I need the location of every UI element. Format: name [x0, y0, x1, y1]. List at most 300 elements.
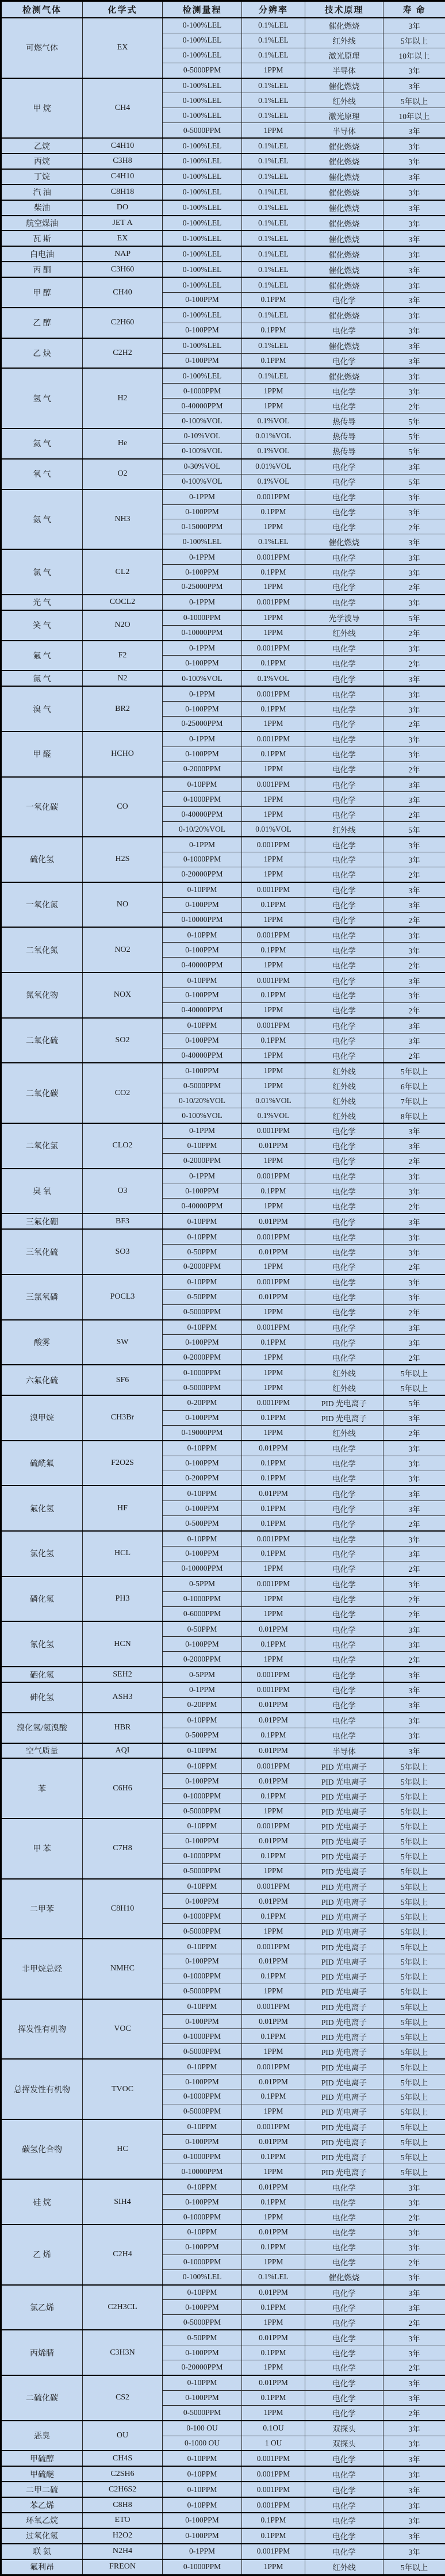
range-cell: 0-100PPM [163, 2134, 242, 2149]
table-row [1, 1365, 445, 1380]
principle-cell: 催化燃烧 [305, 138, 383, 154]
range-cell: 0-100PPM [163, 2014, 242, 2029]
gas-name-cell: 氢 气 [1, 368, 83, 428]
table-row [1, 2544, 445, 2559]
resolution-cell: 0.1PPM [242, 1184, 305, 1199]
table-row [1, 308, 445, 323]
gas-name-cell: 乙 醇 [1, 308, 83, 338]
lifetime-cell: 3年 [383, 123, 445, 138]
resolution-cell: 1PPM [242, 1380, 305, 1395]
range-cell: 0-100PPM [163, 656, 242, 671]
gas-name-cell: 柴油 [1, 200, 83, 216]
range-cell: 0-100PPM [163, 897, 242, 912]
gas-name-cell: 乙烷 [1, 138, 83, 154]
gas-name-cell: 甲硫醇 [1, 2451, 83, 2466]
formula-cell: SF6 [83, 1365, 163, 1395]
resolution-cell: 0.1PPM [242, 1516, 305, 1531]
formula-cell: TVOC [83, 2059, 163, 2119]
range-cell: 0-100PPM [163, 1774, 242, 1789]
gas-name-cell: 笑 气 [1, 610, 83, 641]
principle-cell: PID 光电离子 [305, 2164, 383, 2179]
resolution-cell: 0.1%LEL [242, 138, 305, 154]
table-row [1, 2559, 445, 2575]
resolution-cell: 0.01PPM [242, 1834, 305, 1848]
range-cell: 0-5000PPM [163, 1984, 242, 1999]
formula-cell: OU [83, 2421, 163, 2451]
lifetime-cell: 3年 [383, 2179, 445, 2194]
principle-cell: 催化燃烧 [305, 308, 383, 323]
formula-cell: H2S [83, 837, 163, 882]
lifetime-cell: 2年 [383, 2360, 445, 2375]
gas-name-cell: 氨 气 [1, 489, 83, 550]
lifetime-cell: 3年 [383, 2269, 445, 2284]
range-cell: 0-100PPM [163, 2345, 242, 2360]
principle-cell: 电化学 [305, 474, 383, 489]
resolution-cell: 0.001PPM [242, 1274, 305, 1289]
resolution-cell: 0.1PPM [242, 1546, 305, 1561]
resolution-cell: 1PPM [242, 1606, 305, 1621]
range-cell: 0-100%LEL [163, 18, 242, 33]
gas-name-cell: 氧 气 [1, 459, 83, 489]
gas-name-cell: 二氧化氯 [1, 1123, 83, 1169]
range-cell: 0-20PPM [163, 1697, 242, 1712]
principle-cell: 半导体 [305, 1743, 383, 1759]
resolution-cell: 0.01PPM [242, 2014, 305, 2029]
resolution-cell: 0.001PPM [242, 1320, 305, 1335]
resolution-cell: 0.1%LEL [242, 216, 305, 231]
range-cell: 0-5000PPM [163, 1804, 242, 1819]
lifetime-cell: 5年以上 [383, 2074, 445, 2089]
range-cell: 0-100PPM [163, 1456, 242, 1471]
principle-cell: 电化学 [305, 2375, 383, 2390]
formula-cell: C3H8 [83, 154, 163, 169]
range-cell: 0-2000PPM [163, 1153, 242, 1168]
table-row [1, 1169, 445, 1184]
lifetime-cell: 3年 [383, 2466, 445, 2482]
formula-cell: HC [83, 2119, 163, 2180]
gas-name-cell: 甲 醇 [1, 277, 83, 308]
table-row [1, 1229, 445, 1244]
range-cell: 0-5000PPM [163, 2405, 242, 2420]
lifetime-cell: 3年 [383, 18, 445, 33]
table-row [1, 641, 445, 656]
principle-cell: PID 光电离子 [305, 1758, 383, 1773]
range-cell: 0-1000PPM [163, 1365, 242, 1380]
range-cell: 0-10PPM [163, 2497, 242, 2513]
principle-cell: 电化学 [305, 2345, 383, 2360]
col-header-resolution: 分辨率 [242, 1, 305, 18]
principle-cell: 电化学 [305, 973, 383, 987]
resolution-cell: 0.1PPM [242, 1848, 305, 1863]
resolution-cell: 0.01PPM [242, 2074, 305, 2089]
lifetime-cell: 3年 [383, 2482, 445, 2497]
table-row [1, 1018, 445, 1033]
principle-cell: 电化学 [305, 1667, 383, 1682]
gas-name-cell: 臭 氧 [1, 1169, 83, 1214]
range-cell: 0-100PPM [163, 1637, 242, 1652]
range-cell: 0-50PPM [163, 1245, 242, 1260]
principle-cell: 电化学 [305, 2330, 383, 2345]
resolution-cell: 1PPM [242, 2360, 305, 2375]
range-cell: 0-100%LEL [163, 78, 242, 93]
lifetime-cell: 10年以上 [383, 108, 445, 123]
range-cell: 0-10PPM [163, 1274, 242, 1289]
table-row [1, 1274, 445, 1289]
resolution-cell: 0.1PPM [242, 293, 305, 308]
range-cell: 0-10PPM [163, 1999, 242, 2014]
table-row [1, 154, 445, 169]
formula-cell: C2H4 [83, 2225, 163, 2285]
resolution-cell: 0.01PPM [242, 1894, 305, 1909]
range-cell: 0-10PPM [163, 1939, 242, 1954]
range-cell: 0-100%LEL [163, 231, 242, 246]
lifetime-cell: 2年 [383, 912, 445, 927]
principle-cell: 电化学 [305, 1652, 383, 1667]
range-cell: 0-100PPM [163, 1894, 242, 1909]
range-cell: 0-1000PPM [163, 1789, 242, 1804]
table-row [1, 2059, 445, 2074]
lifetime-cell: 3年 [383, 504, 445, 519]
formula-cell: BF3 [83, 1214, 163, 1229]
resolution-cell: 0.1PPM [242, 2029, 305, 2044]
formula-cell: DO [83, 200, 163, 216]
lifetime-cell: 5年以上 [383, 2014, 445, 2029]
lifetime-cell: 3年 [383, 262, 445, 277]
resolution-cell: 1PPM [242, 2210, 305, 2225]
principle-cell: 电化学 [305, 1606, 383, 1621]
principle-cell: 电化学 [305, 565, 383, 580]
principle-cell: PID 光电离子 [305, 2149, 383, 2164]
lifetime-cell: 2年 [383, 2255, 445, 2269]
formula-cell: NAP [83, 246, 163, 262]
lifetime-cell: 3年 [383, 1320, 445, 1335]
principle-cell: 电化学 [305, 716, 383, 731]
principle-cell: PID 光电离子 [305, 1395, 383, 1410]
lifetime-cell: 3年 [383, 1486, 445, 1501]
resolution-cell: 0.1OU [242, 2421, 305, 2436]
principle-cell: 电化学 [305, 702, 383, 717]
principle-cell: PID 光电离子 [305, 1924, 383, 1939]
resolution-cell: 0.001PPM [242, 1229, 305, 1244]
range-cell: 0-10PPM [163, 1214, 242, 1229]
range-cell: 0-200PPM [163, 1471, 242, 1486]
resolution-cell: 0.1PPM [242, 1637, 305, 1652]
table-row [1, 2421, 445, 2436]
principle-cell: 电化学 [305, 837, 383, 852]
lifetime-cell: 3年 [383, 837, 445, 852]
range-cell: 0-1000 OU [163, 2436, 242, 2451]
gas-name-cell: 氮 气 [1, 671, 83, 686]
resolution-cell: 0.001PPM [242, 1939, 305, 1954]
principle-cell: 催化燃烧 [305, 246, 383, 262]
gas-name-cell: 碳氢化合物 [1, 2119, 83, 2180]
lifetime-cell: 3年 [383, 2225, 445, 2240]
principle-cell: 电化学 [305, 2240, 383, 2255]
formula-cell: CH40 [83, 277, 163, 308]
table-row [1, 1214, 445, 1229]
resolution-cell: 0.01%VOL [242, 459, 305, 474]
lifetime-cell: 5年以上 [383, 1380, 445, 1395]
range-cell: 0-40000PPM [163, 399, 242, 414]
principle-cell: 催化燃烧 [305, 216, 383, 231]
range-cell: 0-1PPM [163, 489, 242, 504]
resolution-cell: 0.1PPM [242, 1969, 305, 1984]
range-cell: 0-100PPM [163, 1546, 242, 1561]
gas-name-cell: 过氧化氢 [1, 2528, 83, 2544]
header-row [1, 1, 445, 18]
range-cell: 0-1PPM [163, 1169, 242, 1184]
lifetime-cell: 3年 [383, 2421, 445, 2436]
lifetime-cell: 3年 [383, 973, 445, 987]
principle-cell: 电化学 [305, 1486, 383, 1501]
resolution-cell: 0.1%VOL [242, 1108, 305, 1123]
range-cell: 0-2000PPM [163, 1652, 242, 1667]
resolution-cell: 0.1PPM [242, 943, 305, 958]
lifetime-cell: 3年 [383, 368, 445, 383]
range-cell: 0-10/20%VOL [163, 1093, 242, 1108]
resolution-cell: 0.01PPM [242, 2330, 305, 2345]
resolution-cell: 0.1%LEL [242, 154, 305, 169]
principle-cell: 电化学 [305, 1229, 383, 1244]
range-cell: 0-25000PPM [163, 716, 242, 731]
range-cell: 0-100%VOL [163, 671, 242, 686]
principle-cell: 电化学 [305, 897, 383, 912]
lifetime-cell: 3年 [383, 1138, 445, 1153]
lifetime-cell: 3年 [383, 2451, 445, 2466]
principle-cell: 红外线 [305, 1093, 383, 1108]
range-cell: 0-10PPM [163, 973, 242, 987]
range-cell: 0-100PPM [163, 293, 242, 308]
lifetime-cell: 5年以上 [383, 2559, 445, 2575]
resolution-cell: 1PPM [242, 63, 305, 78]
range-cell: 0-100PPM [163, 2195, 242, 2210]
lifetime-cell: 3年 [383, 1123, 445, 1138]
range-cell: 0-100PPM [163, 2528, 242, 2544]
gas-name-cell: 丙 酮 [1, 262, 83, 277]
range-cell: 0-500PPM [163, 1728, 242, 1743]
col-header-formula: 化学式 [83, 1, 163, 18]
principle-cell: 电化学 [305, 399, 383, 414]
lifetime-cell: 3年 [383, 459, 445, 474]
range-cell: 0-100%LEL [163, 338, 242, 353]
lifetime-cell: 5年以上 [383, 2164, 445, 2179]
resolution-cell: 0.01PPM [242, 2179, 305, 2194]
range-cell: 0-100%LEL [163, 108, 242, 123]
principle-cell: 电化学 [305, 1214, 383, 1229]
formula-cell: CH3Br [83, 1395, 163, 1441]
resolution-cell: 1PPM [242, 2164, 305, 2179]
formula-cell: FREON [83, 2559, 163, 2575]
range-cell: 0-1PPM [163, 549, 242, 564]
principle-cell: 电化学 [305, 1138, 383, 1153]
gas-name-cell: 光 气 [1, 595, 83, 610]
range-cell: 0-2000PPM [163, 1350, 242, 1365]
lifetime-cell: 2年 [383, 399, 445, 414]
formula-cell: N2O [83, 610, 163, 641]
range-cell: 0-100PPM [163, 353, 242, 368]
resolution-cell: 0.1%VOL [242, 474, 305, 489]
table-row [1, 489, 445, 504]
lifetime-cell: 3年 [383, 1471, 445, 1486]
lifetime-cell: 3年 [383, 1682, 445, 1697]
range-cell: 0-100PPM [163, 1184, 242, 1199]
table-row [1, 78, 445, 93]
resolution-cell: 0.1%LEL [242, 338, 305, 353]
resolution-cell: 0.01PPM [242, 2375, 305, 2390]
lifetime-cell: 5年以上 [383, 1969, 445, 1984]
principle-cell: 电化学 [305, 1153, 383, 1168]
lifetime-cell: 5年以上 [383, 1063, 445, 1078]
range-cell: 0-1PPM [163, 732, 242, 747]
resolution-cell: 1PPM [242, 1984, 305, 1999]
principle-cell: 电化学 [305, 1591, 383, 1606]
range-cell: 0-10PPM [163, 1713, 242, 1728]
table-row [1, 837, 445, 852]
resolution-cell: 0.1%LEL [242, 262, 305, 277]
lifetime-cell: 3年 [383, 1576, 445, 1591]
range-cell: 0-100PPM [163, 1501, 242, 1516]
formula-cell: ETO [83, 2513, 163, 2528]
table-row [1, 1395, 445, 1410]
resolution-cell: 0.1%LEL [242, 78, 305, 93]
principle-cell: 电化学 [305, 1123, 383, 1138]
principle-cell: 电化学 [305, 686, 383, 701]
principle-cell: PID 光电离子 [305, 1984, 383, 1999]
resolution-cell: 0.1PPM [242, 1456, 305, 1471]
range-cell: 0-100%LEL [163, 368, 242, 383]
range-cell: 0-1000PPM [163, 2255, 242, 2269]
table-row [1, 200, 445, 216]
lifetime-cell: 2年 [383, 1260, 445, 1274]
principle-cell: 电化学 [305, 1002, 383, 1017]
range-cell: 0-10PPM [163, 2451, 242, 2466]
formula-cell: EX [83, 18, 163, 78]
formula-cell: CLO2 [83, 1123, 163, 1169]
lifetime-cell: 5年 [383, 474, 445, 489]
range-cell: 0-1000PPM [163, 2029, 242, 2044]
range-cell: 0-1PPM [163, 2544, 242, 2559]
range-cell: 0-40000PPM [163, 1002, 242, 1017]
lifetime-cell: 3年 [383, 595, 445, 610]
resolution-cell: 0.1PPM [242, 565, 305, 580]
principle-cell: 电化学 [305, 1441, 383, 1456]
range-cell: 0-10PPM [163, 1018, 242, 1033]
table-row [1, 2179, 445, 2194]
range-cell: 0-19000PPM [163, 1425, 242, 1440]
resolution-cell: 1PPM [242, 123, 305, 138]
resolution-cell: 0.01PPM [242, 1621, 305, 1636]
principle-cell: 电化学 [305, 579, 383, 594]
resolution-cell: 1PPM [242, 610, 305, 625]
range-cell: 0-1PPM [163, 1682, 242, 1697]
lifetime-cell: 3年 [383, 185, 445, 200]
range-cell: 0-10PPM [163, 2285, 242, 2300]
resolution-cell: 0.1PPM [242, 988, 305, 1003]
principle-cell: 激光原理 [305, 48, 383, 63]
principle-cell: PID 光电离子 [305, 1848, 383, 1863]
range-cell: 0-100%LEL [163, 246, 242, 262]
principle-cell: PID 光电离子 [305, 1879, 383, 1894]
principle-cell: 电化学 [305, 1531, 383, 1546]
principle-cell: 电化学 [305, 2528, 383, 2544]
principle-cell: 电化学 [305, 595, 383, 610]
principle-cell: 电化学 [305, 1033, 383, 1048]
principle-cell: 红外线 [305, 1365, 383, 1380]
lifetime-cell: 3年 [383, 1229, 445, 1244]
lifetime-cell: 5年 [383, 822, 445, 837]
gas-name-cell: 恶臭 [1, 2421, 83, 2451]
resolution-cell: 0.1PPM [242, 504, 305, 519]
principle-cell: 电化学 [305, 852, 383, 867]
principle-cell: 电化学 [305, 732, 383, 747]
lifetime-cell: 3年 [383, 1697, 445, 1712]
gas-name-cell: 乙 炔 [1, 338, 83, 369]
resolution-cell: 0.1%LEL [242, 308, 305, 323]
formula-cell: C2H6S2 [83, 2482, 163, 2497]
formula-cell: CH4S [83, 2451, 163, 2466]
col-header-gas: 检测气体 [1, 1, 83, 18]
principle-cell: 电化学 [305, 1561, 383, 1576]
formula-cell: NO2 [83, 927, 163, 973]
lifetime-cell: 2年 [383, 1591, 445, 1606]
formula-cell: C4H10 [83, 138, 163, 154]
range-cell: 0-100PPM [163, 323, 242, 338]
range-cell: 0-5000PPM [163, 2044, 242, 2059]
resolution-cell: 1PPM [242, 1078, 305, 1093]
resolution-cell: 0.01PPM [242, 1214, 305, 1229]
resolution-cell: 1PPM [242, 1425, 305, 1440]
gas-name-cell: 联 氨 [1, 2544, 83, 2559]
lifetime-cell: 3年 [383, 216, 445, 231]
range-cell: 0-100PPM [163, 943, 242, 958]
range-cell: 0-10000PPM [163, 912, 242, 927]
principle-cell: 电化学 [305, 1697, 383, 1712]
range-cell: 0-10PPM [163, 777, 242, 792]
gas-name-cell: 二甲苯 [1, 1879, 83, 1939]
formula-cell: C2SH6 [83, 2466, 163, 2482]
lifetime-cell: 3年 [383, 1184, 445, 1199]
lifetime-cell: 2年 [383, 1048, 445, 1063]
lifetime-cell: 3年 [383, 671, 445, 686]
principle-cell: 电化学 [305, 1456, 383, 1471]
gas-name-cell: 氟利昂 [1, 2559, 83, 2575]
lifetime-cell: 3年 [383, 2497, 445, 2513]
principle-cell: 电化学 [305, 927, 383, 942]
range-cell: 0-10PPM [163, 1138, 242, 1153]
range-cell: 0-5000PPM [163, 123, 242, 138]
principle-cell: 电化学 [305, 1728, 383, 1743]
table-row [1, 2225, 445, 2240]
resolution-cell: 1PPM [242, 761, 305, 776]
resolution-cell: 0.1PPM [242, 747, 305, 761]
formula-cell: CO2 [83, 1063, 163, 1123]
resolution-cell: 0.001PPM [242, 1123, 305, 1138]
range-cell: 0-10000PPM [163, 1561, 242, 1576]
lifetime-cell: 5年以上 [383, 93, 445, 108]
formula-cell: EX [83, 231, 163, 246]
principle-cell: 催化燃烧 [305, 262, 383, 277]
table-row [1, 338, 445, 353]
lifetime-cell: 2年 [383, 761, 445, 776]
principle-cell: PID 光电离子 [305, 2089, 383, 2104]
principle-cell: 电化学 [305, 1516, 383, 1531]
range-cell: 0-100PPM [163, 1063, 242, 1078]
range-cell: 0-10PPM [163, 2059, 242, 2074]
table-row [1, 1441, 445, 1456]
lifetime-cell: 3年 [383, 323, 445, 338]
range-cell: 0-20PPM [163, 1395, 242, 1410]
formula-cell: C6H6 [83, 1758, 163, 1819]
